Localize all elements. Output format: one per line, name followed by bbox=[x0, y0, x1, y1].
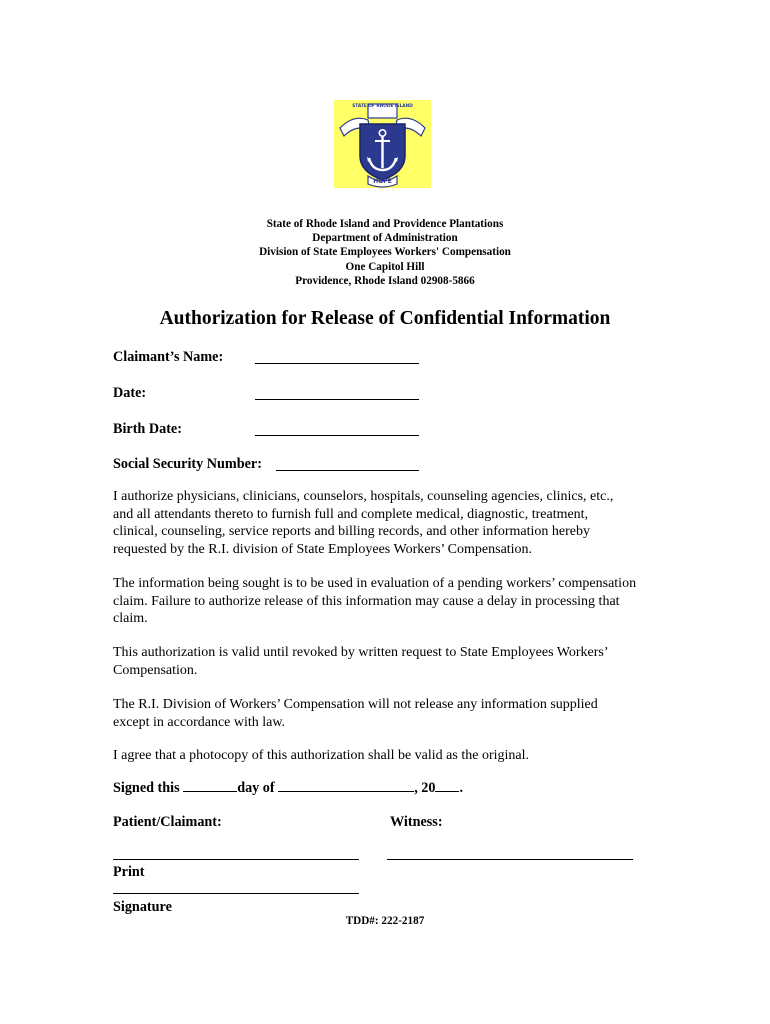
claimant-name-label: Claimant’s Name: bbox=[113, 349, 224, 365]
ssn-field[interactable] bbox=[276, 455, 419, 471]
signed-prefix: Signed this bbox=[113, 780, 180, 796]
photocopy-paragraph bbox=[113, 747, 673, 765]
signed-day-field[interactable] bbox=[183, 778, 237, 792]
print-label: Print bbox=[113, 864, 145, 880]
date-label: Date: bbox=[113, 385, 147, 401]
signed-day-of: day of bbox=[237, 780, 275, 796]
release-paragraph bbox=[113, 696, 673, 731]
paragraph-line: I authorize physicians, clinicians, counselors, hospitals, counseling agencies, clinics, etc., bbox=[113, 489, 614, 504]
header-line: Department of Administration bbox=[312, 232, 458, 245]
paragraph-line: Compensation. bbox=[113, 662, 198, 678]
signed-year-prefix: , 20 bbox=[414, 780, 436, 796]
birth-date-field[interactable] bbox=[255, 420, 419, 436]
purpose-paragraph bbox=[113, 575, 673, 628]
paragraph-line: This authorization is valid until revoked by written request to State Employees Workers’ bbox=[113, 645, 609, 660]
paragraph-line: claim. Failure to authorize release of this information may cause a delay in processing that bbox=[113, 593, 620, 609]
signed-suffix: . bbox=[459, 780, 464, 796]
claimant-name-field[interactable] bbox=[255, 348, 419, 364]
anchor-seal-icon bbox=[334, 100, 431, 188]
seal-top-text: STATE OF RHODE ISLAND bbox=[352, 104, 413, 109]
patient-claimant-label: Patient/Claimant: bbox=[113, 814, 222, 830]
witness-label: Witness: bbox=[390, 814, 443, 830]
date-field[interactable] bbox=[255, 384, 419, 400]
signed-date-row bbox=[113, 778, 463, 797]
paragraph-line: The information being sought is to be used in evaluation of a pending workers’ compensation bbox=[113, 576, 637, 591]
patient-print-line[interactable] bbox=[113, 859, 359, 860]
paragraph-line: The R.I. Division of Workers’ Compensation will not release any information supplied bbox=[113, 697, 598, 712]
seal-bottom-text: HOPE bbox=[373, 178, 392, 185]
header-line: State of Rhode Island and Providence Plantations bbox=[266, 218, 504, 230]
header-line: One Capitol Hill bbox=[345, 260, 425, 273]
paragraph-line: claim. bbox=[113, 611, 148, 627]
paragraph-line: except in accordance with law. bbox=[113, 714, 286, 730]
witness-signature-line[interactable] bbox=[387, 859, 633, 860]
header-line: Division of State Employees Workers' Compensation bbox=[259, 246, 511, 259]
signed-year-field[interactable] bbox=[435, 778, 459, 792]
agency-header bbox=[0, 217, 770, 288]
paragraph-line: requested by the R.I. division of State Employees Workers’ Compensation. bbox=[113, 541, 533, 557]
signature-label: Signature bbox=[113, 899, 172, 915]
tdd-number: TDD#: 222-2187 bbox=[345, 915, 425, 927]
state-seal bbox=[334, 100, 431, 188]
header-line: Providence, Rhode Island 02908-5866 bbox=[295, 274, 475, 287]
form-title: Authorization for Release of Confidential Information bbox=[159, 308, 611, 329]
paragraph-line: I agree that a photocopy of this authorization shall be valid as the original. bbox=[113, 748, 529, 763]
paragraph-line: clinical, counseling, service reports and billing records, and other information hereby bbox=[113, 524, 591, 540]
patient-signature-line[interactable] bbox=[113, 893, 359, 894]
signed-month-field[interactable] bbox=[278, 778, 414, 792]
birth-date-label: Birth Date: bbox=[113, 421, 182, 437]
authorization-paragraph bbox=[113, 488, 673, 558]
paragraph-line: and all attendants thereto to furnish full and complete medical, diagnostic, treatment, bbox=[113, 506, 589, 522]
ssn-label: Social Security Number: bbox=[113, 456, 262, 472]
validity-paragraph bbox=[113, 644, 673, 679]
